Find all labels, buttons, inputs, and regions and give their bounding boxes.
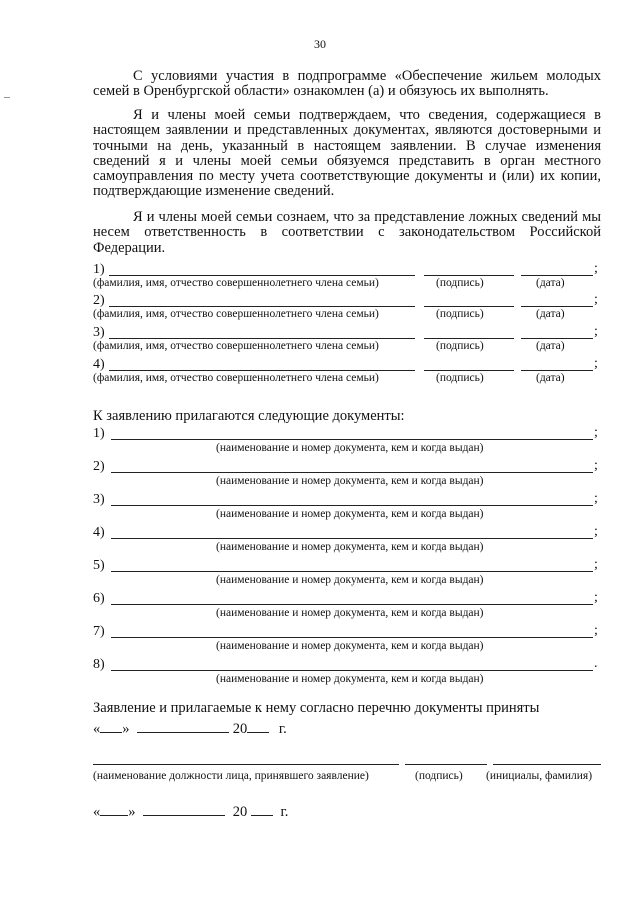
- member-date-caption: (дата): [536, 340, 565, 352]
- document-caption-row: [93, 673, 603, 689]
- year-prefix: 20: [232, 804, 248, 820]
- document-number: 1): [93, 426, 105, 441]
- document-caption-row: [93, 508, 603, 524]
- page-number: 30: [314, 37, 326, 51]
- year-prefix: 20: [232, 721, 248, 737]
- member-caption-row: [93, 277, 603, 293]
- document-number: 4): [93, 525, 105, 540]
- document-number: 3): [93, 492, 105, 507]
- document-terminator: ;: [594, 491, 598, 506]
- document-caption: (наименование и номер документа, кем и когда выдан): [216, 607, 484, 619]
- member-row: [93, 357, 603, 373]
- document-row: [93, 525, 603, 541]
- document-terminator: ;: [594, 425, 598, 440]
- responsibility-paragraph: Я и члены моей семьи сознаем, что за представление ложных сведений мы несем ответственность в соответствии с законодательством Российской Федерации.: [93, 209, 601, 256]
- document-caption: (наименование и номер документа, кем и когда выдан): [216, 475, 484, 487]
- position-caption: (наименование должности лица, принявшего заявление): [93, 770, 369, 782]
- conditions-paragraph: С условиями участия в подпрограмме «Обеспечение жильем молодых семей в Оренбургской области» ознакомлен (а) и обязуюсь их выполнять.: [93, 68, 601, 100]
- final-date: [93, 803, 288, 821]
- member-date-caption: (дата): [536, 372, 565, 384]
- document-terminator: ;: [594, 524, 598, 539]
- document-row: [93, 426, 603, 442]
- member-terminator: ;: [594, 292, 598, 307]
- member-name-line[interactable]: [109, 306, 415, 307]
- member-signature-caption: (подпись): [436, 372, 484, 384]
- confirmation-paragraph: Я и члены моей семьи подтверждаем, что сведения, содержащиеся в настоящем заявлении и представленных документах, являются достоверными и точными на день, указанный в настоящем заявлении. В случае изменения сведений я и члены моей семьи обязуемся представить в орган местного самоуправления по месту учета соответствующие документы и (или) их копии, подтверждающие изменение сведений.: [93, 107, 601, 200]
- document-number: 7): [93, 624, 105, 639]
- member-signature-line[interactable]: [424, 370, 514, 371]
- member-name-caption: (фамилия, имя, отчество совершеннолетнего члена семьи): [93, 340, 379, 352]
- signature-line[interactable]: [405, 764, 487, 765]
- document-caption-row: [93, 475, 603, 491]
- document-line[interactable]: [111, 604, 593, 605]
- member-signature-line[interactable]: [424, 338, 514, 339]
- member-row: [93, 293, 603, 309]
- member-row: [93, 262, 603, 278]
- document-terminator: ;: [594, 557, 598, 572]
- document-caption: (наименование и номер документа, кем и когда выдан): [216, 640, 484, 652]
- signature-caption: (подпись): [415, 770, 463, 782]
- document-line[interactable]: [111, 670, 593, 671]
- member-row: [93, 325, 603, 341]
- member-date-line[interactable]: [521, 275, 593, 276]
- member-date-line[interactable]: [521, 306, 593, 307]
- document-row: [93, 657, 603, 673]
- member-caption-row: [93, 372, 603, 388]
- member-date-caption: (дата): [536, 277, 565, 289]
- date-close-quote: »: [122, 721, 130, 737]
- member-name-line[interactable]: [109, 370, 415, 371]
- member-name-caption: (фамилия, имя, отчество совершеннолетнего члена семьи): [93, 308, 379, 320]
- initials-line[interactable]: [493, 764, 601, 765]
- member-number: 1): [93, 262, 105, 277]
- year-blank[interactable]: [251, 803, 273, 816]
- document-caption-row: [93, 574, 603, 590]
- documents-heading: К заявлению прилагаются следующие документы:: [93, 408, 405, 424]
- member-terminator: ;: [594, 261, 598, 276]
- member-signature-line[interactable]: [424, 275, 514, 276]
- day-blank[interactable]: [100, 720, 122, 733]
- acceptance-date: [93, 720, 287, 738]
- member-number: 4): [93, 357, 105, 372]
- document-row: [93, 558, 603, 574]
- document-row: [93, 459, 603, 475]
- document-caption: (наименование и номер документа, кем и когда выдан): [216, 442, 484, 454]
- day-blank[interactable]: [100, 803, 128, 816]
- document-number: 5): [93, 558, 105, 573]
- initials-caption: (инициалы, фамилия): [486, 770, 593, 782]
- document-terminator: ;: [594, 623, 598, 638]
- member-date-line[interactable]: [521, 370, 593, 371]
- document-terminator: ;: [594, 590, 598, 605]
- member-name-caption: (фамилия, имя, отчество совершеннолетнего члена семьи): [93, 372, 379, 384]
- member-caption-row: [93, 340, 603, 356]
- acceptance-text: Заявление и прилагаемые к нему согласно перечню документы приняты: [93, 700, 540, 716]
- document-caption: (наименование и номер документа, кем и когда выдан): [216, 541, 484, 553]
- document-number: 6): [93, 591, 105, 606]
- member-number: 3): [93, 325, 105, 340]
- year-suffix: г.: [278, 721, 287, 737]
- month-blank[interactable]: [143, 803, 225, 816]
- member-date-line[interactable]: [521, 338, 593, 339]
- document-caption: (наименование и номер документа, кем и когда выдан): [216, 508, 484, 520]
- month-blank[interactable]: [137, 720, 229, 733]
- member-number: 2): [93, 293, 105, 308]
- member-terminator: ;: [594, 356, 598, 371]
- date-close-quote: »: [128, 804, 136, 820]
- member-caption-row: [93, 308, 603, 324]
- document-line[interactable]: [111, 439, 593, 440]
- document-terminator: ;: [594, 458, 598, 473]
- member-terminator: ;: [594, 324, 598, 339]
- document-line[interactable]: [111, 637, 593, 638]
- document-row: [93, 591, 603, 607]
- member-signature-caption: (подпись): [436, 308, 484, 320]
- member-signature-caption: (подпись): [436, 340, 484, 352]
- document-caption-row: [93, 442, 603, 458]
- document-line[interactable]: [111, 538, 593, 539]
- document-line[interactable]: [111, 505, 593, 506]
- document-row: [93, 624, 603, 640]
- margin-mark: [4, 97, 10, 98]
- document-line[interactable]: [111, 571, 593, 572]
- document-row: [93, 492, 603, 508]
- date-open-quote: «: [93, 721, 101, 737]
- document-line[interactable]: [111, 472, 593, 473]
- document-number: 2): [93, 459, 105, 474]
- member-name-line[interactable]: [109, 338, 415, 339]
- document-caption-row: [93, 640, 603, 656]
- position-line[interactable]: [93, 764, 399, 765]
- document-caption-row: [93, 607, 603, 623]
- date-open-quote: «: [93, 804, 101, 820]
- document-number: 8): [93, 657, 105, 672]
- member-signature-line[interactable]: [424, 306, 514, 307]
- document-caption-row: [93, 541, 603, 557]
- year-blank[interactable]: [247, 720, 269, 733]
- member-name-line[interactable]: [109, 275, 415, 276]
- member-name-caption: (фамилия, имя, отчество совершеннолетнего члена семьи): [93, 277, 379, 289]
- document-terminator: .: [594, 656, 598, 671]
- document-caption: (наименование и номер документа, кем и когда выдан): [216, 673, 484, 685]
- member-date-caption: (дата): [536, 308, 565, 320]
- document-caption: (наименование и номер документа, кем и когда выдан): [216, 574, 484, 586]
- member-signature-caption: (подпись): [436, 277, 484, 289]
- year-suffix: г.: [280, 804, 289, 820]
